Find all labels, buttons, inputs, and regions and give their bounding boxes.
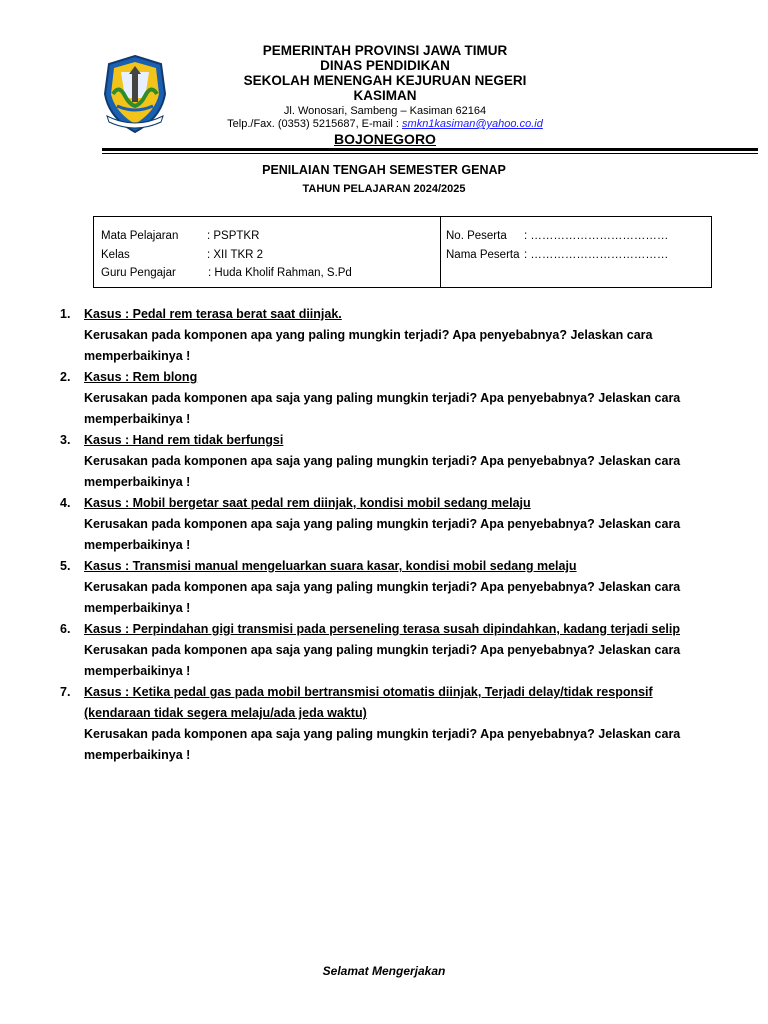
exam-title: PENILAIAN TENGAH SEMESTER GENAP <box>262 163 506 177</box>
question-text: Kerusakan pada komponen apa saja yang paling mungkin terjadi? Apa penyebabnya? Jelaskan cara memperbaikinya ! <box>84 391 681 426</box>
info-value: : Huda Kholif Rahman, S.Pd <box>208 267 352 279</box>
question-number: 4. <box>60 496 71 510</box>
exam-info-box <box>93 216 712 288</box>
header-rule-thick <box>102 148 758 151</box>
letterhead-office: DINAS PENDIDIKAN <box>320 58 450 73</box>
info-value: : XII TKR 2 <box>207 249 264 261</box>
info-label: Nama Peserta <box>446 249 520 261</box>
header-rule-thin <box>102 153 758 154</box>
question-list <box>60 304 700 766</box>
letterhead-government: PEMERINTAH PROVINSI JAWA TIMUR <box>262 43 508 58</box>
email-link[interactable]: smkn1kasiman@yahoo.co.id <box>402 118 543 130</box>
question-text: Kerusakan pada komponen apa saja yang paling mungkin terjadi? Apa penyebabnya? Jelaskan cara memperbaikinya ! <box>84 517 681 552</box>
question-text: Kerusakan pada komponen apa saja yang paling mungkin terjadi? Apa penyebabnya? Jelaskan cara memperbaikinya ! <box>84 580 681 615</box>
letterhead-school-type: SEKOLAH MENENGAH KEJURUAN NEGERI <box>243 73 527 88</box>
question-case: Kasus : Ketika pedal gas pada mobil bertransmisi otomatis diinjak, Terjadi delay/tidak responsif (kendaraan tidak segera melaju/ada jeda waktu) <box>84 685 653 720</box>
letterhead <box>180 43 590 147</box>
question-number: 2. <box>60 370 71 384</box>
question-text: Kerusakan pada komponen apa saja yang paling mungkin terjadi? Apa penyebabnya? Jelaskan cara memperbaikinya ! <box>84 454 681 489</box>
letterhead-address: Jl. Wonosari, Sambeng – Kasiman 62164 <box>283 105 487 117</box>
letterhead-city: BOJONEGORO <box>334 131 436 147</box>
question-number: 6. <box>60 622 71 636</box>
info-value: : ……………………………… <box>524 249 669 261</box>
letterhead-contact <box>180 118 590 131</box>
question-item <box>60 619 700 682</box>
letterhead-school-name: KASIMAN <box>353 88 417 103</box>
letterhead-phone: Telp./Fax. (0353) 5215687, E-mail : <box>227 118 399 130</box>
question-number: 7. <box>60 685 71 699</box>
question-number: 1. <box>60 307 71 321</box>
question-number: 5. <box>60 559 71 573</box>
question-item <box>60 493 700 556</box>
info-label: Kelas <box>101 249 130 261</box>
question-item <box>60 304 700 367</box>
exam-year: TAHUN PELAJARAN 2024/2025 <box>302 183 466 195</box>
question-item <box>60 682 700 766</box>
info-label: Guru Pengajar <box>101 267 176 279</box>
question-item <box>60 430 700 493</box>
question-case: Kasus : Mobil bergetar saat pedal rem diinjak, kondisi mobil sedang melaju <box>84 496 531 510</box>
question-case: Kasus : Hand rem tidak berfungsi <box>84 433 284 447</box>
question-text: Kerusakan pada komponen apa yang paling mungkin terjadi? Apa penyebabnya? Jelaskan cara memperbaikinya ! <box>84 328 653 363</box>
info-value: : PSPTKR <box>207 230 260 242</box>
question-case: Kasus : Transmisi manual mengeluarkan suara kasar, kondisi mobil sedang melaju <box>84 559 577 573</box>
question-case: Kasus : Pedal rem terasa berat saat diinjak. <box>84 307 342 321</box>
question-text: Kerusakan pada komponen apa saja yang paling mungkin terjadi? Apa penyebabnya? Jelaskan cara memperbaikinya ! <box>84 727 681 762</box>
provincial-emblem-logo <box>99 54 171 134</box>
closing-message: Selamat Mengerjakan <box>322 964 446 978</box>
info-value: : ……………………………… <box>524 230 669 242</box>
question-case: Kasus : Perpindahan gigi transmisi pada perseneling terasa susah dipindahkan, kadang terjadi selip <box>84 622 681 636</box>
info-box-divider <box>440 217 441 287</box>
info-label: No. Peserta <box>446 230 507 242</box>
question-number: 3. <box>60 433 71 447</box>
question-text: Kerusakan pada komponen apa saja yang paling mungkin terjadi? Apa penyebabnya? Jelaskan cara memperbaikinya ! <box>84 643 681 678</box>
question-case: Kasus : Rem blong <box>84 370 198 384</box>
question-item <box>60 367 700 430</box>
info-label: Mata Pelajaran <box>101 230 179 242</box>
question-item <box>60 556 700 619</box>
